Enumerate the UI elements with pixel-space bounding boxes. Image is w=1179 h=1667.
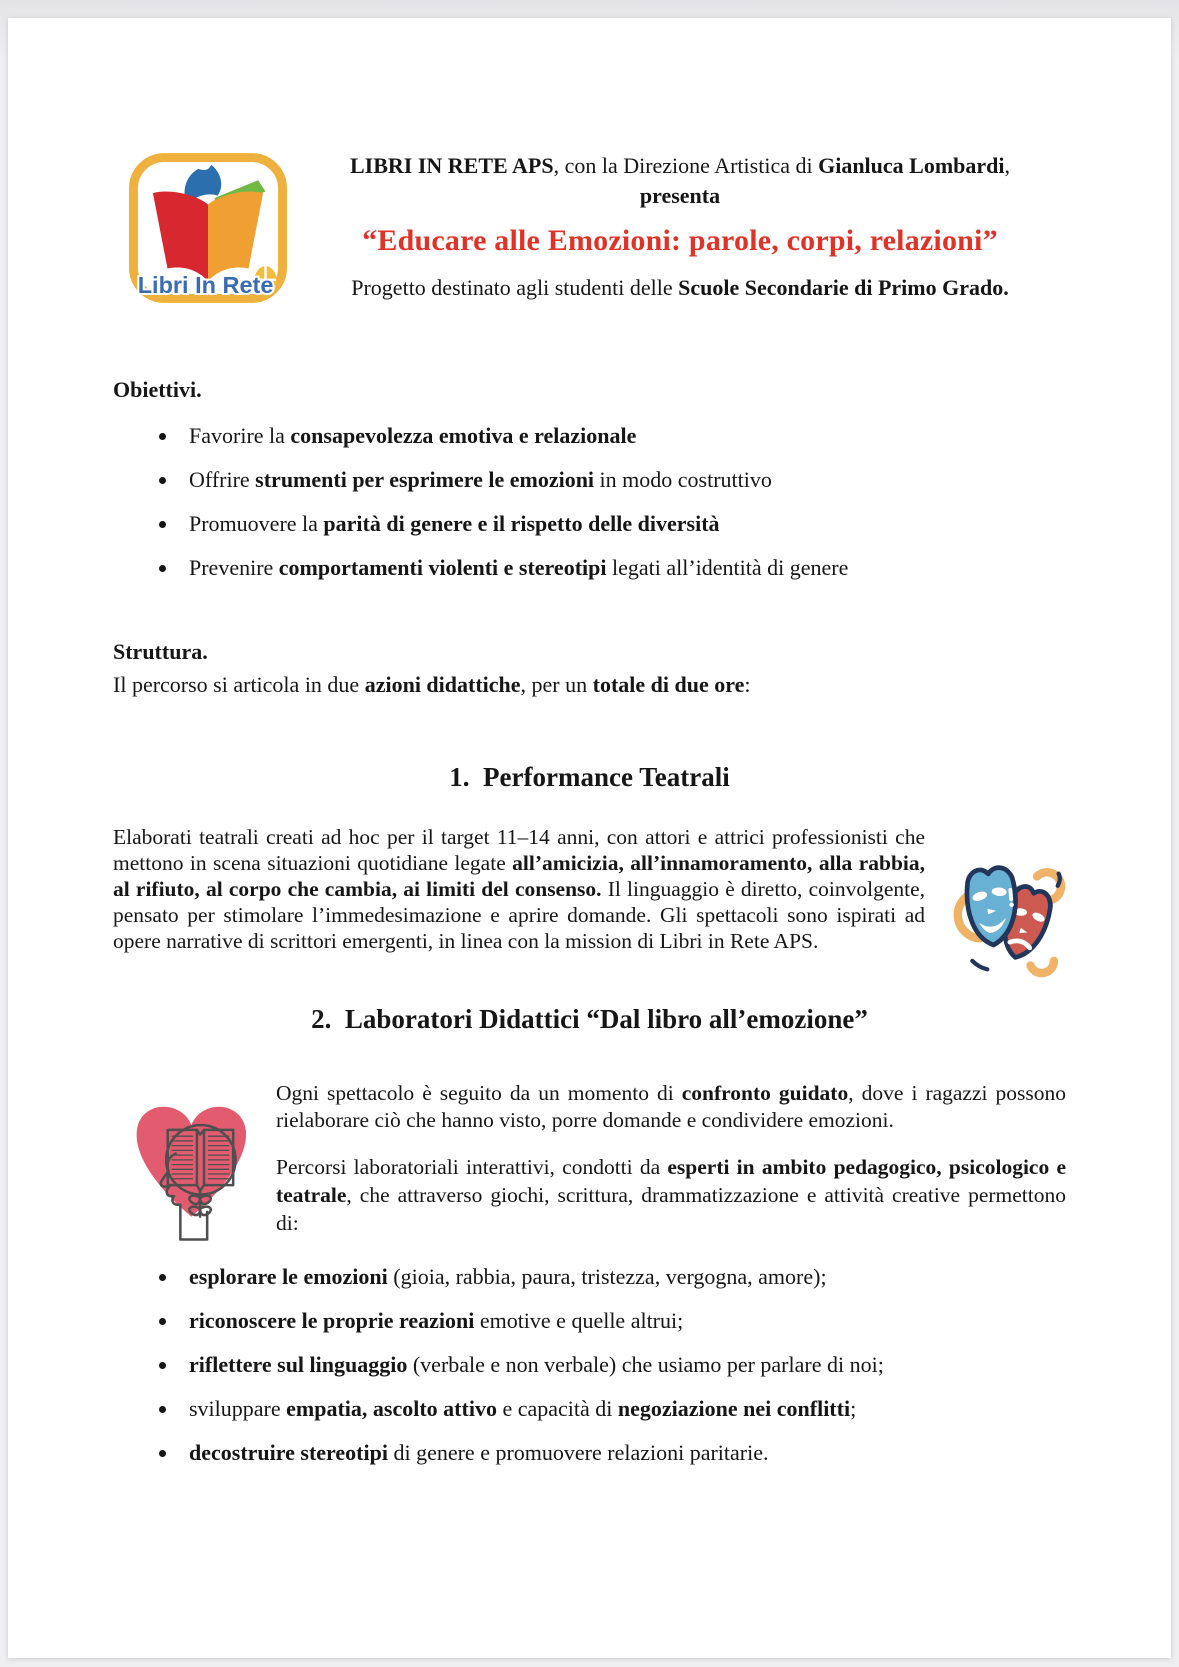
document-page xyxy=(8,18,1171,1658)
section2-paragraph-2: Percorsi laboratoriali interattivi, condotti da esperti in ambito pedagogico, psicologico e teatrale, che attraverso giochi, scrittura, drammatizzazione e attività creative permettono di: xyxy=(276,1155,1066,1235)
heart-book-icon xyxy=(122,1082,260,1244)
list-item: esplorare le emozioni (gioia, rabbia, paura, tristezza, vergogna, amore); xyxy=(113,1264,1066,1290)
list-item: Offrire strumenti per esprimere le emozioni in modo costruttivo xyxy=(113,467,1066,493)
list-item: decostruire stereotipi di genere e promuovere relazioni paritarie. xyxy=(113,1440,1066,1466)
document-header xyxy=(113,152,1071,304)
list-item: riflettere sul linguaggio (verbale e non verbale) che usiamo per parlare di noi; xyxy=(113,1352,1066,1378)
list-item: Favorire la consapevolezza emotiva e relazionale xyxy=(113,423,1066,449)
section2-paragraph-1: Ogni spettacolo è seguito da un momento di confronto guidato, dove i ragazzi possono rielaborare ciò che hanno visto, porre domande e condividere emozioni. xyxy=(276,1081,1066,1132)
structure-section xyxy=(113,639,1066,698)
objectives-list xyxy=(113,423,1066,599)
libri-in-rete-logo xyxy=(127,152,289,304)
project-title: “Educare alle Emozioni: parole, corpi, relazioni” xyxy=(362,224,998,257)
presenter-line: LIBRI IN RETE APS, con la Direzione Artistica di Gianluca Lombardi, xyxy=(349,153,1011,178)
lab-activities-list xyxy=(113,1264,1066,1484)
section2-heading: 2. Laboratori Didattici “Dal libro all’emozione” xyxy=(311,1004,868,1034)
list-item: Promuovere la parità di genere e il rispetto delle diversità xyxy=(113,511,1066,537)
presenta-line: presenta xyxy=(639,183,721,208)
project-subtitle: Progetto destinato agli studenti delle Scuole Secondarie di Primo Grado. xyxy=(351,275,1009,300)
theater-masks-icon xyxy=(946,846,1068,980)
structure-text: Il percorso si articola in due azioni didattiche, per un totale di due ore: xyxy=(113,672,751,697)
logo-text: Libri In Rete xyxy=(137,271,274,298)
structure-heading: Struttura. xyxy=(113,639,208,664)
header-text-block xyxy=(289,152,1071,304)
list-item: Prevenire comportamenti violenti e stereotipi legati all’identità di genere xyxy=(113,555,1066,581)
section1-paragraph: Elaborati teatrali creati ad hoc per il target 11–14 anni, con attori e attrici professionisti che mettono in scena situazioni quotidiane legate all’amicizia, all’innamoramento, alla rabbia, al rifiuto, al corpo che cambia, ai limiti del consenso. Il linguaggio è diretto, coinvolgente, pensato per stimolare l’immedesimazione e aprire domande. Gli spettacoli sono ispirati ad opere narrative di scrittori emergenti, in linea con la mission di Libri in Rete APS. xyxy=(113,825,926,953)
section2-intro xyxy=(113,1080,1066,1252)
list-item: sviluppare empatia, ascolto attivo e capacità di negoziazione nei conflitti; xyxy=(113,1396,1066,1422)
section1-heading: 1. Performance Teatrali xyxy=(449,762,730,792)
list-item: riconoscere le proprie reazioni emotive e quelle altrui; xyxy=(113,1308,1066,1334)
objectives-heading: Obiettivi. xyxy=(113,377,202,402)
